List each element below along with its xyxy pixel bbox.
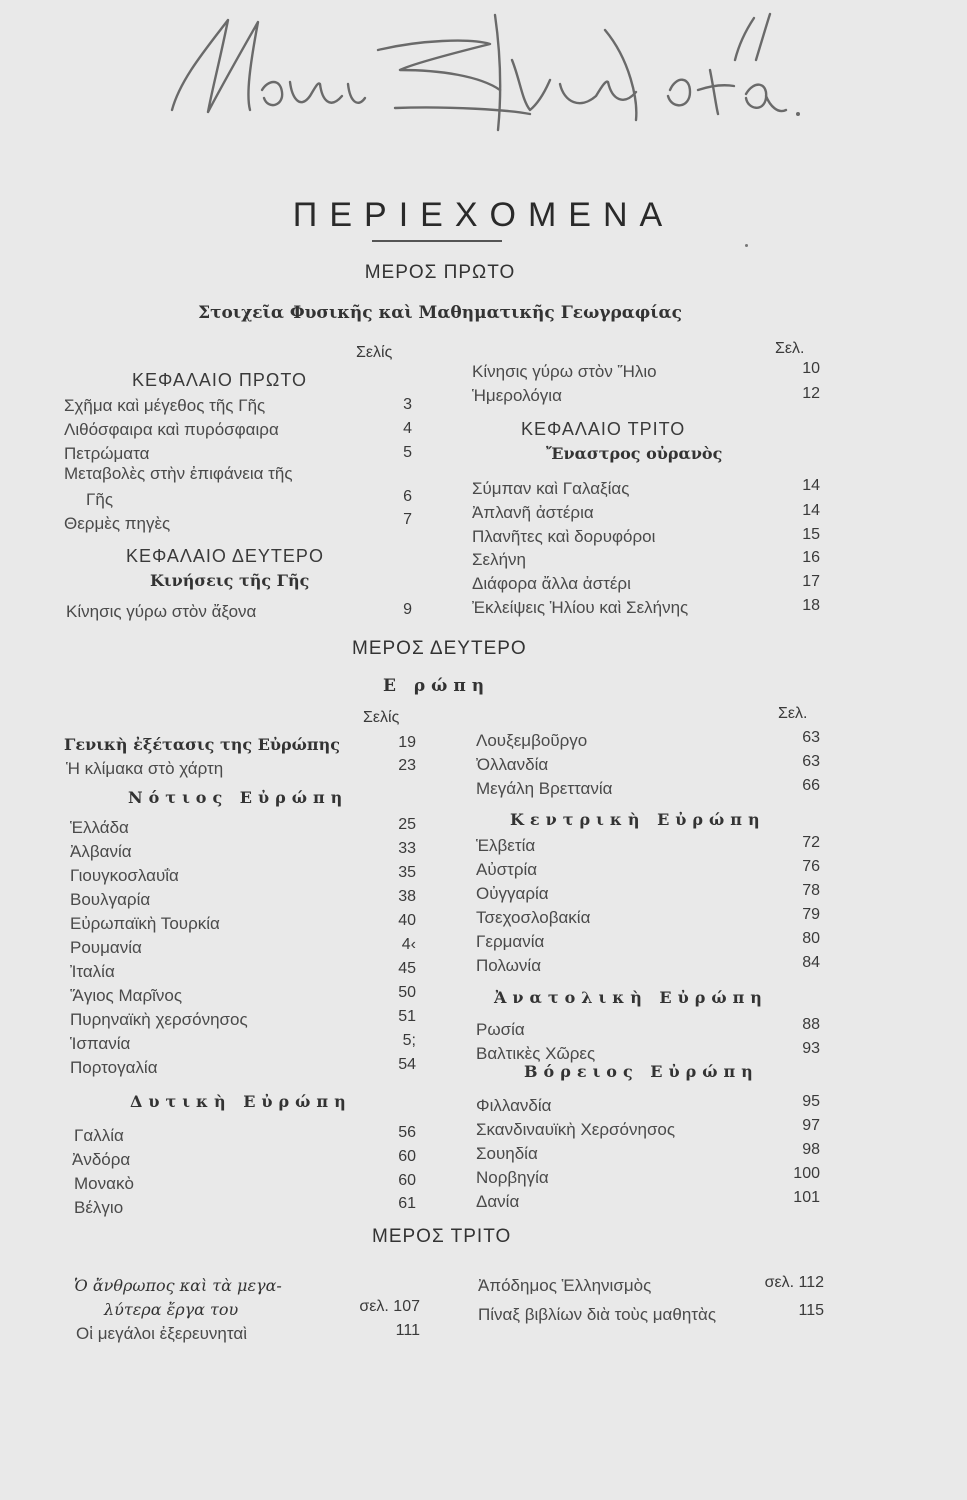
- toc-page: 40: [398, 912, 416, 929]
- toc-entry: Πορτογαλία: [70, 1058, 158, 1077]
- toc-page: 10: [802, 360, 820, 377]
- north-europe-heading: Βόρειος Εὐρώπη: [524, 1062, 759, 1081]
- toc-entry: Ὀλλανδία: [476, 755, 549, 774]
- toc-page: 6: [403, 488, 412, 505]
- toc-page: 7: [403, 511, 412, 528]
- part2-subtitle: Ε ρώπη: [383, 676, 491, 696]
- toc-entry: Ἱσπανία: [70, 1034, 131, 1053]
- toc-entry: Λιθόσφαιρα καὶ πυρόσφαιρα: [64, 420, 279, 439]
- chapter3-heading: ΚΕΦΑΛΑΙΟ ΤΡΙΤΟ: [521, 419, 686, 439]
- part2-heading: ΜΕΡΟΣ ΔΕΥΤΕΡΟ: [352, 638, 527, 659]
- toc-entry: Ἀπόδημος Ἑλληνισμὸς: [478, 1276, 652, 1295]
- toc-entry: Σελήνη: [472, 550, 526, 569]
- toc-entry: Φιλλανδία: [476, 1096, 552, 1115]
- toc-page: 25: [398, 816, 416, 833]
- toc-page: 33: [398, 840, 416, 857]
- toc-entry: Αὐστρία: [476, 860, 538, 879]
- toc-entry: Γερμανία: [476, 932, 545, 951]
- handwritten-signature: [150, 10, 810, 150]
- toc-page: 4‹: [401, 936, 416, 953]
- toc-page: 14: [802, 477, 820, 494]
- toc-page: 115: [798, 1302, 824, 1319]
- toc-entry: Ἡμερολόγια: [472, 386, 562, 405]
- toc-entry: Εὐρωπαϊκὴ Τουρκία: [70, 914, 220, 933]
- toc-entry: Ἅγιος Μαρῖνος: [70, 986, 183, 1005]
- toc-page: 51: [398, 1008, 416, 1025]
- toc-entry: Κίνησις γύρω στὸν ἄξονα: [66, 602, 257, 621]
- toc-entry: Κίνησις γύρω στὸν Ἥλιο: [472, 362, 657, 381]
- toc-entry: Λουξεμβοῦργο: [476, 731, 588, 750]
- toc-entry: Βαλτικὲς Χῶρες: [476, 1044, 596, 1063]
- toc-entry: Σουηδία: [476, 1144, 538, 1163]
- toc-page: 14: [802, 502, 820, 519]
- toc-page: 80: [802, 930, 820, 947]
- toc-entry: Ἀνδόρα: [72, 1150, 131, 1169]
- chapter2-subtitle: Κινήσεις τῆς Γῆς: [150, 571, 310, 590]
- toc-page: 56: [398, 1124, 416, 1141]
- toc-page: 61: [398, 1195, 416, 1212]
- toc-page: 66: [802, 777, 820, 794]
- toc-page: 50: [398, 984, 416, 1001]
- part1-left-page-header: Σελίς: [356, 344, 393, 361]
- chapter1-heading: ΚΕΦΑΛΑΙΟ ΠΡΩΤΟ: [132, 370, 308, 390]
- title-underline: [372, 240, 502, 242]
- toc-page: 3: [403, 396, 412, 413]
- toc-entry: Μεγάλη Βρεττανία: [476, 779, 613, 798]
- toc-entry: Οὐγγαρία: [476, 884, 549, 903]
- toc-entry: Ρωσία: [476, 1020, 525, 1039]
- toc-page: 95: [802, 1093, 820, 1110]
- part1-right-page-header: Σελ.: [775, 340, 805, 357]
- toc-page: 84: [802, 954, 820, 971]
- toc-page: 54: [398, 1056, 416, 1073]
- part2-left-page-header: Σελίς: [363, 709, 400, 726]
- toc-entry: Μεταβολὲς στὴν ἐπιφάνεια τῆς: [64, 464, 293, 483]
- toc-page: 17: [802, 573, 820, 590]
- toc-entry: Ἰταλία: [70, 962, 115, 981]
- toc-page: 5: [403, 444, 412, 461]
- central-europe-heading: Κεντρικὴ Εὐρώπη: [510, 810, 766, 829]
- toc-entry: Ἡ κλίμακα στὸ χάρτη: [66, 759, 224, 778]
- toc-entry: Πολωνία: [476, 956, 542, 975]
- toc-page: 5;: [402, 1032, 416, 1049]
- toc-entry: Σχῆμα καὶ μέγεθος τῆς Γῆς: [64, 396, 266, 415]
- toc-page: 15: [802, 526, 820, 543]
- toc-page: 88: [802, 1016, 820, 1033]
- chapter3-subtitle: Ἔναστρος οὐρανὸς: [546, 444, 723, 463]
- toc-page: 16: [802, 549, 820, 566]
- toc-page: 98: [802, 1141, 820, 1158]
- toc-page: 35: [398, 864, 416, 881]
- toc-page: 93: [802, 1040, 820, 1057]
- toc-page: 76: [802, 858, 820, 875]
- toc-page: 72: [802, 834, 820, 851]
- toc-entry: Τσεχοσλοβακία: [476, 908, 591, 927]
- toc-entry: Ρουμανία: [70, 938, 142, 957]
- toc-entry: Πλανῆτες καὶ δορυφόροι: [472, 527, 656, 546]
- toc-page: 60: [398, 1148, 416, 1165]
- east-europe-heading: Ἀνατολικὴ Εὐρώπη: [494, 988, 768, 1007]
- toc-entry: Ἑλλάδα: [70, 818, 129, 837]
- toc-entry: Ὁ ἄνθρωπος καὶ τὰ μεγα-: [74, 1276, 282, 1295]
- toc-page: 97: [802, 1117, 820, 1134]
- toc-page: 78: [802, 882, 820, 899]
- toc-page: 23: [398, 757, 416, 774]
- toc-page: σελ. 112: [764, 1274, 824, 1291]
- toc-entry: Ἀλβανία: [70, 842, 132, 861]
- toc-page: 45: [398, 960, 416, 977]
- toc-entry: λύτερα ἔργα του: [104, 1300, 239, 1319]
- toc-entry: Πίναξ βιβλίων διὰ τοὺς μαθητὰς: [478, 1305, 717, 1324]
- part3-heading: ΜΕΡΟΣ ΤΡΙΤΟ: [372, 1226, 512, 1247]
- part1-subtitle: Στοιχεῖα Φυσικῆς καὶ Μαθηματικῆς Γεωγραφίας: [198, 303, 682, 323]
- toc-page: 12: [802, 385, 820, 402]
- toc-entry: Πετρώματα: [64, 444, 150, 463]
- toc-entry: Σύμπαν καὶ Γαλαξίας: [472, 479, 630, 498]
- toc-entry: Μονακὸ: [74, 1174, 134, 1193]
- toc-entry: Γαλλία: [74, 1126, 124, 1145]
- toc-entry: Πυρηναϊκὴ χερσόνησος: [70, 1010, 248, 1029]
- toc-page: 111: [395, 1322, 420, 1339]
- toc-entry: Οἱ μεγάλοι ἐξερευνηταὶ: [76, 1324, 247, 1343]
- toc-page: 19: [398, 734, 416, 751]
- toc-entry: Διάφορα ἄλλα ἀστέρι: [472, 574, 631, 593]
- toc-page: 63: [802, 729, 820, 746]
- toc-page: 38: [398, 888, 416, 905]
- toc-page: 101: [793, 1189, 820, 1206]
- toc-page: 9: [403, 601, 412, 618]
- toc-page: 63: [802, 753, 820, 770]
- toc-entry: Βουλγαρία: [70, 890, 151, 909]
- speck: [745, 244, 748, 247]
- south-europe-heading: Νότιος Εὐρώπη: [128, 788, 349, 807]
- toc-entry: Θερμὲς πηγὲς: [64, 514, 171, 533]
- toc-entry: Γενικὴ ἐξέτασις της Εὐρώπης: [64, 735, 340, 754]
- toc-entry: Νορβηγία: [476, 1168, 549, 1187]
- toc-entry: Γῆς: [86, 490, 114, 509]
- page-title: ΠΕΡΙΕΧΟΜΕΝΑ: [292, 196, 675, 234]
- west-europe-heading: Δυτικὴ Εὐρώπη: [130, 1092, 352, 1111]
- toc-page: σελ. 107: [359, 1298, 420, 1315]
- toc-page: 79: [802, 906, 820, 923]
- toc-entry: Δανία: [476, 1192, 520, 1211]
- part2-right-page-header: Σελ.: [778, 705, 808, 722]
- toc-page: 60: [398, 1172, 416, 1189]
- toc-page: 4: [403, 420, 412, 437]
- toc-entry: Βέλγιο: [74, 1198, 124, 1217]
- chapter2-heading: ΚΕΦΑΛΑΙΟ ΔΕΥΤΕΡΟ: [126, 546, 324, 566]
- toc-entry: Ἀπλανῆ ἀστέρια: [472, 503, 594, 522]
- toc-entry: Γιουγκοσλαυΐα: [70, 866, 179, 885]
- toc-page: 100: [793, 1165, 820, 1182]
- toc-entry: Ἐκλείψεις Ἡλίου καὶ Σελήνης: [472, 598, 689, 617]
- toc-page: 18: [802, 597, 820, 614]
- toc-entry: Ἑλβετία: [476, 836, 536, 855]
- toc-entry: Σκανδιναυϊκὴ Χερσόνησος: [476, 1120, 676, 1139]
- part1-heading: ΜΕΡΟΣ ΠΡΩΤΟ: [364, 262, 516, 283]
